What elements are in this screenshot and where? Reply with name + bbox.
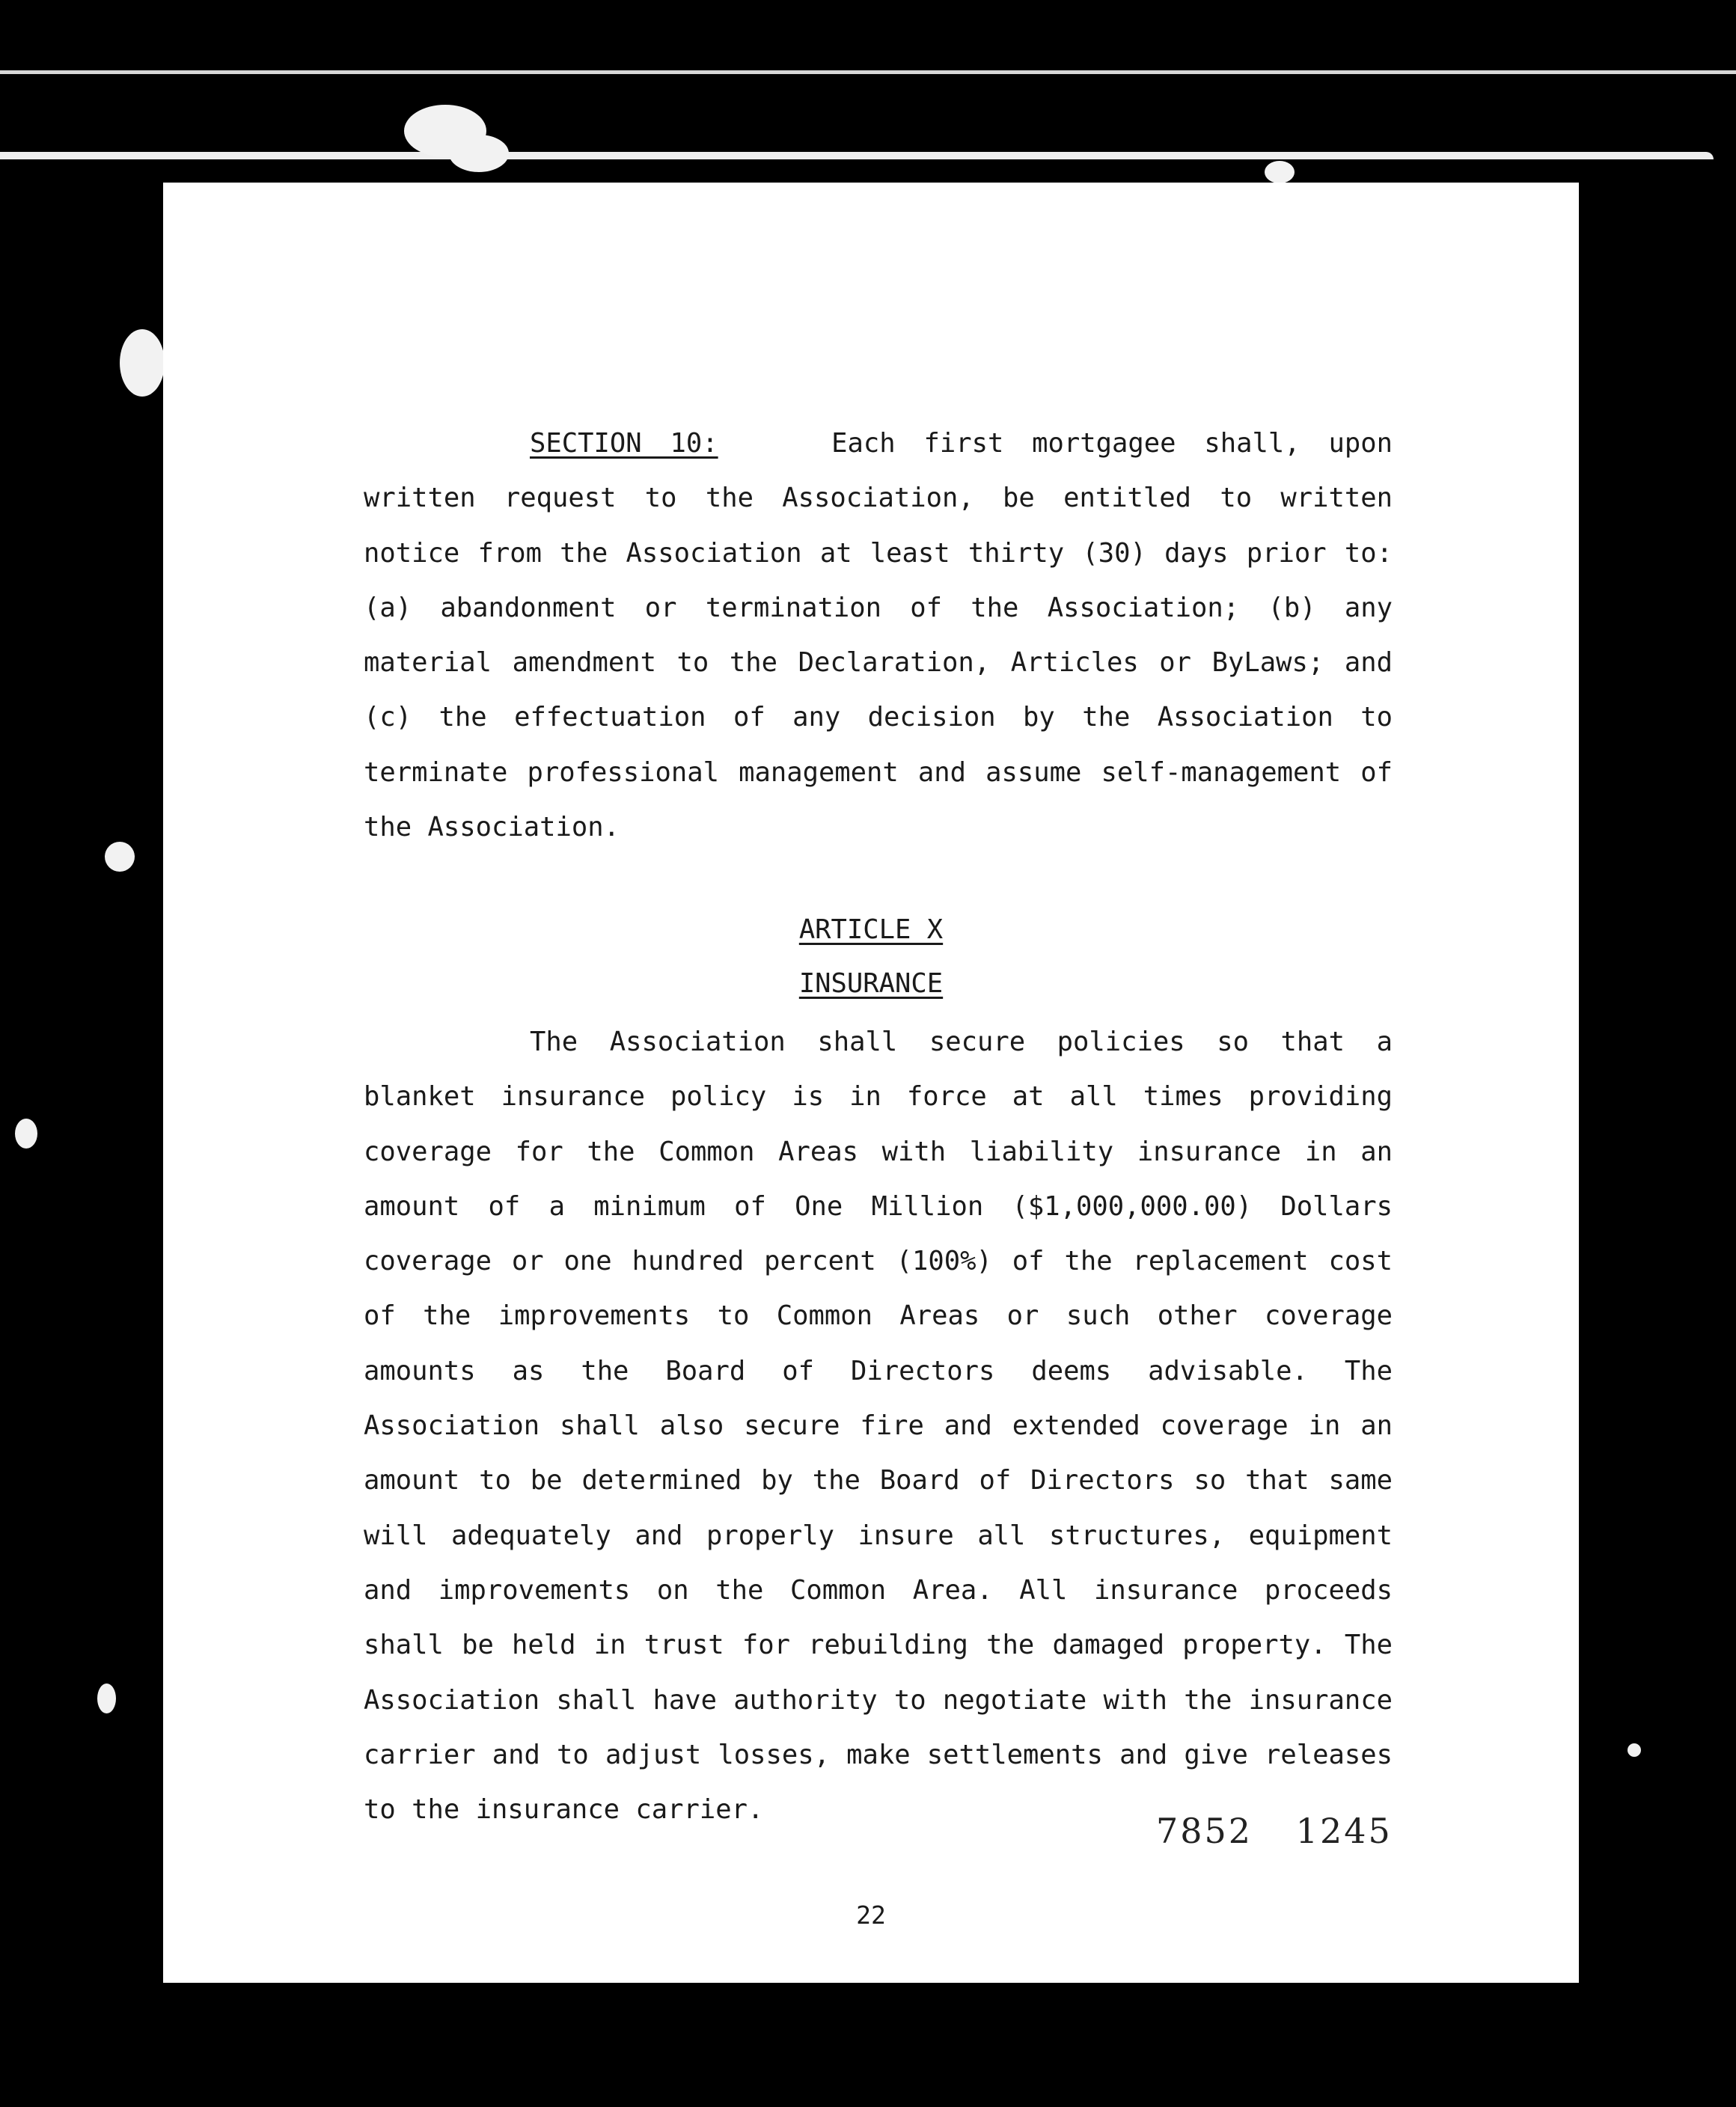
scan-page-edge bbox=[0, 152, 1714, 159]
article-number: ARTICLE X bbox=[798, 914, 944, 945]
insurance-paragraph bbox=[364, 1015, 1393, 1837]
section-10-label: SECTION 10: bbox=[530, 428, 718, 459]
page-number: 22 bbox=[856, 1900, 886, 1930]
scan-speck bbox=[120, 329, 165, 397]
insurance-text: The Association shall secure policies so that a blanket insurance policy is in force at all times providing coverage for the Common Areas with liability insurance in an amount of a minimum of One Million ($1,000,000.00) Dollars coverage or one hundred percent (100%) of the replacement cost of the improvements to Common Areas or such other coverage amounts as the Board of Directors deems advisable. The Association shall also secure fire and extended coverage in an amount to be determined by the Board of Directors so that same will adequately and properly insure all structures, equipment and improvements on the Common Area. All insurance proceeds shall be held in trust for rebuilding the damaged property. The Association shall have authority to negotiate with the insurance carrier and to adjust losses, make settlements and give releases to the insurance carrier. bbox=[364, 1027, 1393, 1826]
scan-speck bbox=[1265, 161, 1295, 183]
scan-speck bbox=[15, 1119, 37, 1149]
section-10-paragraph bbox=[364, 416, 1393, 854]
scan-speck bbox=[97, 1684, 116, 1713]
scan-edge-line bbox=[0, 70, 1736, 74]
recording-reference-numbers: 7852 1245 bbox=[1156, 1811, 1393, 1851]
article-title: INSURANCE bbox=[798, 968, 944, 999]
section-10-text: Each first mortgagee shall, upon written request to the Association, be entitled to written notice from the Association at least thirty (30) days prior to: (a) abandonment or termination of the Association; (b) any material amendment to the Declaration, Articles or ByLaws; and (c) the effectuation of any decision by the Association to terminate professional management and assume self-management of the Association. bbox=[364, 428, 1393, 843]
scan-speck bbox=[105, 842, 135, 872]
scan-speck bbox=[449, 135, 509, 172]
scan-speck bbox=[1628, 1743, 1641, 1757]
